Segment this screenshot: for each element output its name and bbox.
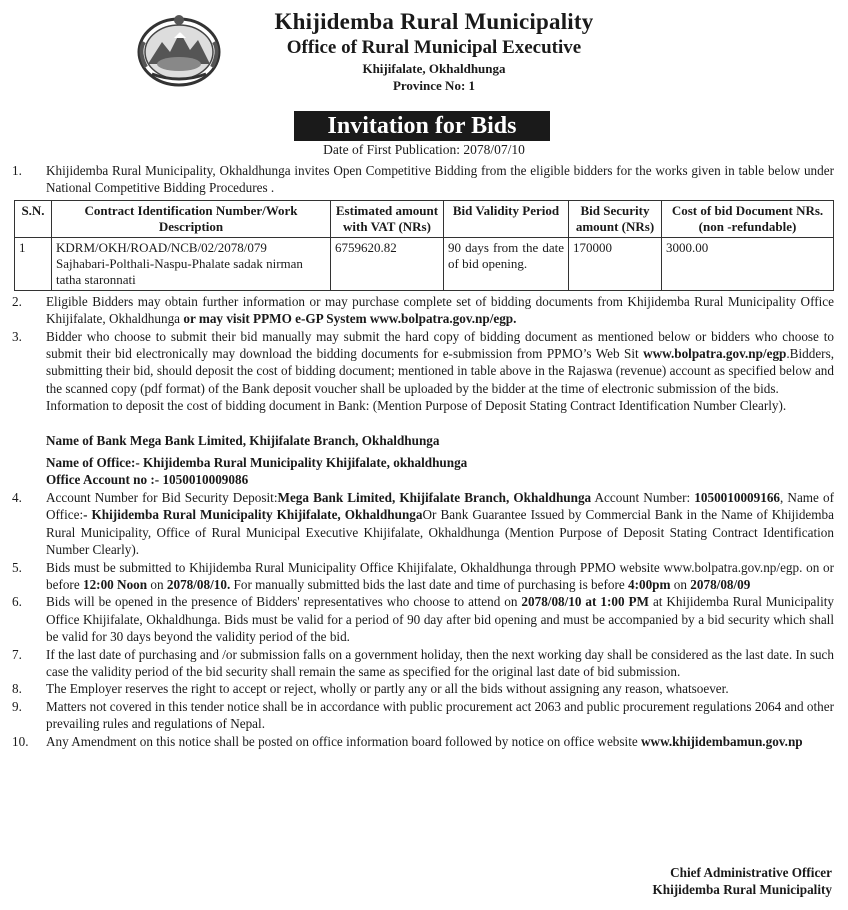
text-run: Account Number: <box>591 489 695 505</box>
item-number: 2. <box>12 293 22 309</box>
item-text: If the last date of purchasing and /or submission falls on a government holiday, then the next working day shall be considered as the last date. In such case the validity period of the bid security shall remain the same as specified for the original last date of bid submission. <box>46 646 834 679</box>
col-header: Bid Security amount (NRs) <box>569 200 662 237</box>
office-name: Office of Rural Municipal Executive <box>286 37 582 58</box>
office-account: Office Account no :- 1050010009086 <box>46 472 249 488</box>
text-run: Account Number for Bid Security Deposit: <box>46 489 278 505</box>
org-name: Khijidemba Rural Municipality <box>274 9 594 34</box>
text-run: on <box>670 576 691 592</box>
text-run-bold: 1050010009166 <box>694 489 781 505</box>
col-header: Cost of bid Document NRs. (non -refundable) <box>662 200 834 237</box>
header <box>0 0 848 110</box>
province: Province No: 1 <box>392 78 476 93</box>
list-item <box>12 162 834 197</box>
item-text <box>46 559 834 594</box>
text-run: , Name of Office: <box>46 489 834 523</box>
cell-sn: 1 <box>15 237 52 290</box>
list-item <box>12 593 834 645</box>
text-run-bold: 12:00 Noon <box>82 576 148 592</box>
bank-info-text: Information to deposit the cost of bidding document in Bank: (Mention Purpose of Deposit Stating Contract Identification Number Clearly). <box>46 398 787 414</box>
text-run-bold: 2078/08/10 at 1:00 PM <box>521 594 649 610</box>
text-run: Eligible Bidders may obtain further information or may purchase complete set of bidding documents from Khijidemba Rural Municipality Office Khijifalate, Okhaldhunga <box>46 293 834 327</box>
col-header: S.N. <box>15 200 52 237</box>
text-run-bold: 4:00pm <box>628 576 671 592</box>
text-run-bold: www.khijidembamun.gov.np <box>641 733 803 749</box>
text-run: Or Bank Guarantee Issued by Commercial Bank in the Name of Khijidemba Rural Municipality, Office of Rural Municipal Executive Khijifalate, Okhaldhunga (Mention Purpose of Deposit Stating Contract Identification Number Clearly). <box>46 507 834 558</box>
text-run-bold: 2078/08/09 <box>690 576 751 592</box>
cell-security: 170000 <box>569 237 662 290</box>
notice-body <box>12 162 834 750</box>
item-number: 10. <box>12 733 29 749</box>
text-run-bold: Mega Bank Limited, Khijifalate Branch, Okhaldhunga <box>277 489 592 505</box>
address: Khijifalate, Okhaldhunga <box>362 61 506 76</box>
signature-block <box>652 864 832 898</box>
text-run: .Bidders, submitting their bid, should deposit the cost of bidding document; mentioned in table above in the Rajaswa (revenue) account as specified below and the scanned copy (pdf format) of the Bank deposit voucher shall be uploaded by the bidder at the time of electronic submission of the bids. <box>46 346 834 396</box>
item-number: 5. <box>12 559 22 575</box>
list-item <box>12 489 834 559</box>
item-text <box>46 328 834 398</box>
table-row <box>15 237 834 290</box>
bank-name: Name of Bank Mega Bank Limited, Khijifalate Branch, Okhaldhunga <box>46 432 440 448</box>
col-header: Estimated amount with VAT (NRs) <box>331 200 444 237</box>
text-run-bold: or may visit PPMO e-GP System www.bolpatra.gov.np/egp. <box>183 311 517 327</box>
signatory-title: Chief Administrative Officer <box>670 865 832 880</box>
list-item <box>12 646 834 681</box>
list-item <box>12 328 834 398</box>
text-run: on <box>147 576 167 592</box>
text-run-bold: 2078/08/10. <box>166 576 231 592</box>
item-text: Khijidemba Rural Municipality, Okhaldhunga invites Open Competitive Bidding from the eligible bidders for the works given in table below under National Competitive Bidding Procedures . <box>46 163 834 196</box>
text-run: at Khijidemba Rural Municipality Office Khijifalate, Okhaldhunga. Bids must be valid for a period of 90 day after bid opening and must be accompanied by a bid security which shall be valid for 30 days beyond the validity period of the bid. <box>46 594 834 645</box>
text-run: Any Amendment on this notice shall be posted on office information board followed by notice on office website <box>46 733 642 749</box>
list-item <box>12 698 834 733</box>
text-run: Bidder who choose to submit their bid manually may submit the hard copy of bidding document as mentioned below or bidders who choose to submit their bid electronically may download the bidding documents for e-submission from PPMO’s Web Sit <box>46 328 834 362</box>
item-text: Matters not covered in this tender notice shall be in accordance with public procurement act 2063 and public procurement regulations 2064 and other prevailing rules and regulations of Nepal. <box>46 698 834 732</box>
item-text: The Employer reserves the right to accept or reject, wholly or partly any or all the bids without assigning any reason, whatsoever. <box>46 681 729 697</box>
item-number: 3. <box>12 328 22 344</box>
cell-estimate: 6759620.82 <box>331 237 444 290</box>
cell-contract <box>52 237 331 290</box>
works-table <box>14 200 834 291</box>
item-text <box>46 733 834 750</box>
item-number: 8. <box>12 681 22 697</box>
work-description: Sajhabari-Polthali-Naspu-Phalate sadak nirman tatha staronnati <box>56 255 303 287</box>
table-header-row <box>15 200 834 237</box>
item-number: 7. <box>12 646 22 662</box>
list-item <box>12 733 834 750</box>
col-header: Contract Identification Number/Work Description <box>52 200 331 237</box>
item-number: 1. <box>12 163 22 178</box>
item-number: 4. <box>12 489 22 505</box>
notice-title: Invitation for Bids <box>294 111 550 141</box>
text-run: For manually submitted bids the last date and time of purchasing is before <box>230 576 628 592</box>
contract-id: KDRM/OKH/ROAD/NCB/02/2078/079 <box>56 239 267 255</box>
publication-date: Date of First Publication: 2078/07/10 <box>323 142 525 157</box>
text-run-bold: www.bolpatra.gov.np/egp <box>643 346 787 362</box>
signatory-org: Khijidemba Rural Municipality <box>652 882 832 897</box>
item-number: 6. <box>12 594 22 610</box>
item-text <box>46 593 834 645</box>
text-run: Bids will be opened in the presence of Bidders' representatives who choose to attend on <box>46 594 522 610</box>
item-text <box>46 489 834 559</box>
item-number: 9. <box>12 698 22 714</box>
cell-validity: 90 days from the date of bid opening. <box>444 237 569 290</box>
text-run: Bids must be submitted to Khijidemba Rural Municipality Office Khijifalate, Okhaldhunga through PPMO website www.bolpatra.gov.np/egp. on or before <box>46 559 834 592</box>
office-name-line: Name of Office:- Khijidemba Rural Municipality Khijifalate, okhaldhunga <box>46 455 468 471</box>
cell-cost: 3000.00 <box>662 237 834 290</box>
item-text <box>46 293 834 328</box>
list-item <box>12 559 834 594</box>
col-header: Bid Validity Period <box>444 200 569 237</box>
list-item <box>12 680 834 697</box>
list-item <box>12 293 834 328</box>
text-run-bold: - Khijidemba Rural Municipality Khijifalate, Okhaldhunga <box>83 507 423 523</box>
